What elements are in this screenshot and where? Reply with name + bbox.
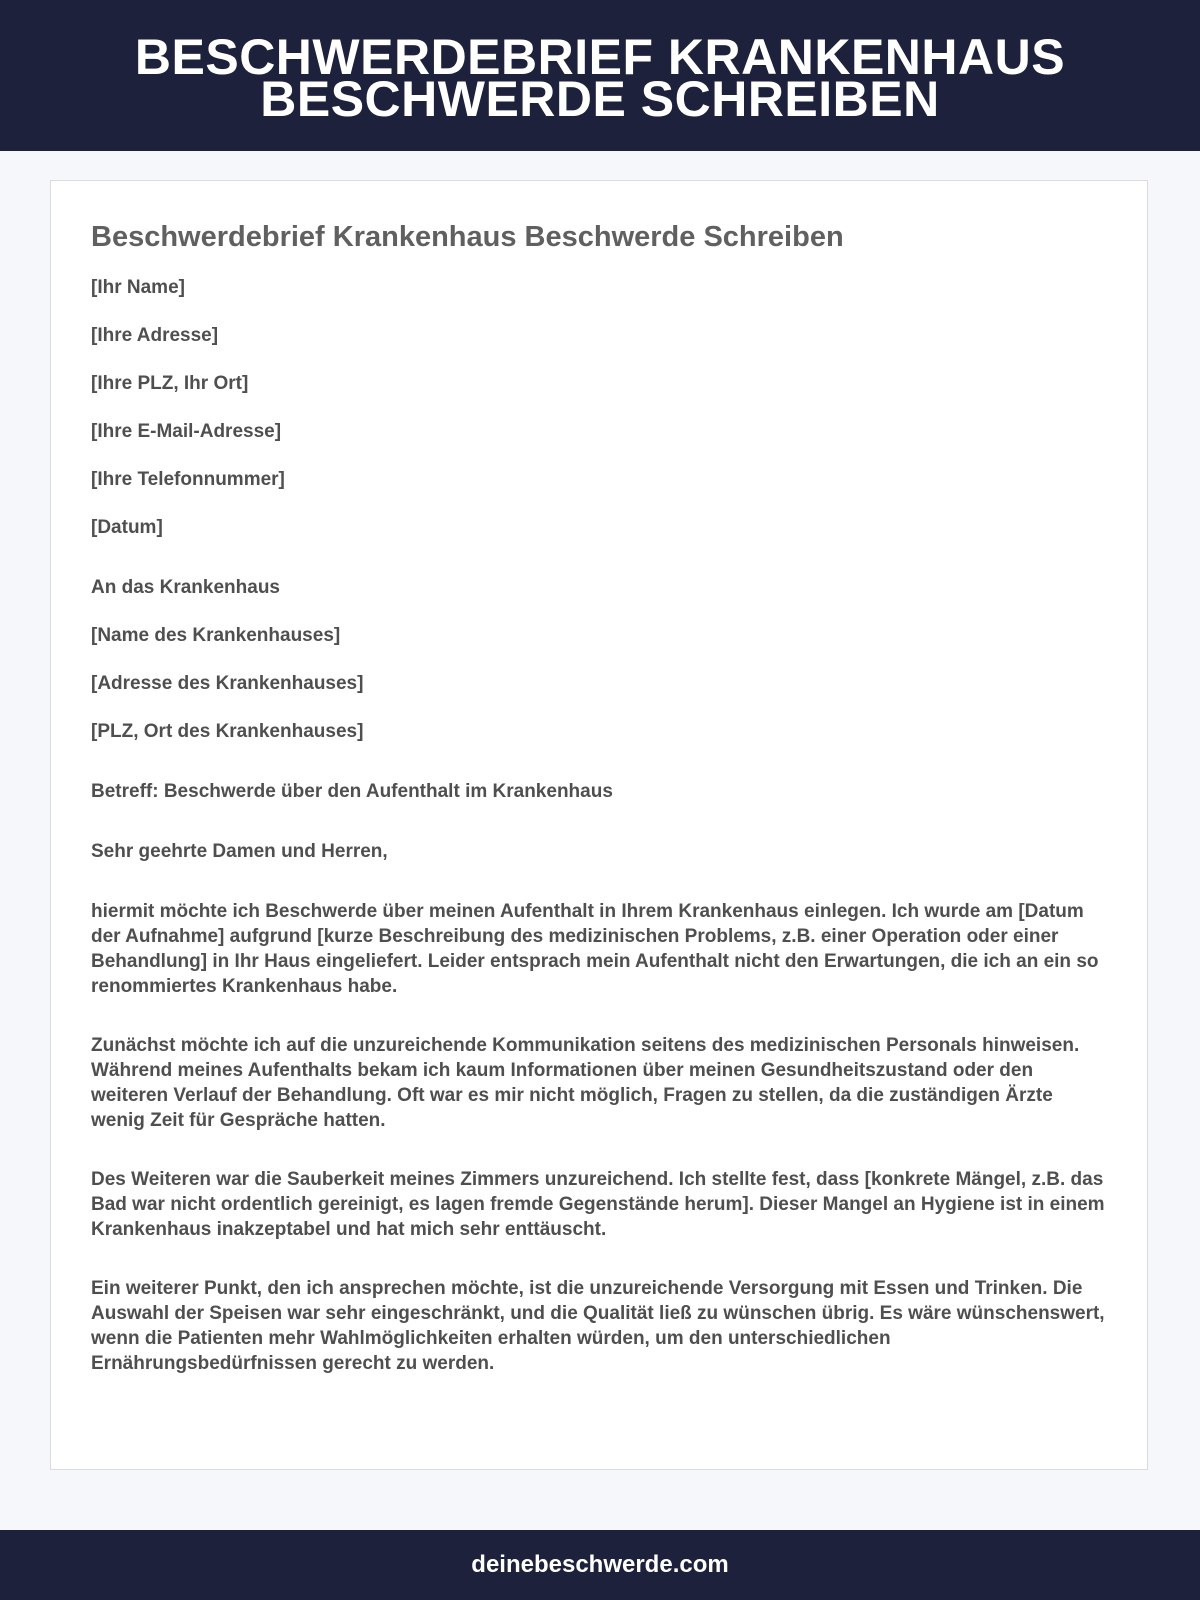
paragraph-2: Zunächst möchte ich auf die unzureichende Kommunikation seitens des medizinischen Personals hinweisen. Während meines Aufenthalts bekam ich kaum Informationen über meinen Gesundheitszustand oder den weiteren Verlauf der Behandlung. Oft war es mir nicht möglich, Fragen zu stellen, da die zuständigen Ärzte wenig Zeit für Gespräche hatten. — [91, 1035, 1080, 1131]
subject-line: Betreff: Beschwerde über den Aufenthalt im Krankenhaus — [91, 781, 613, 802]
footer-banner — [0, 1530, 1200, 1600]
paragraph-3: Des Weiteren war die Sauberkeit meines Zimmers unzureichend. Ich stellte fest, dass [konkrete Mängel, z.B. das Bad war nicht ordentlich gereinigt, es lagen fremde Gegenstände herum]. Dieser Mangel an Hygiene ist in einem Krankenhaus inakzeptabel und hat mich sehr enttäuscht. — [91, 1169, 1105, 1240]
header-banner — [0, 0, 1200, 151]
paragraph-1: hiermit möchte ich Beschwerde über meinen Aufenthalt in Ihrem Krankenhaus einlegen. Ich wurde am [Datum der Aufnahme] aufgrund [kurze Beschreibung des medizinischen Problems, z.B. einer Operation oder einer Behandlung] in Ihr Haus eingeliefert. Leider entsprach mein Aufenthalt nicht den Erwartungen, die ich an ein so renommiertes Krankenhaus habe. — [91, 901, 1099, 997]
footer-site: deinebeschwerde.com — [471, 1551, 729, 1578]
letter-card — [50, 180, 1148, 1470]
recipient-line: An das Krankenhaus — [91, 577, 280, 598]
recipient-city: [PLZ, Ort des Krankenhauses] — [91, 721, 364, 742]
letter-date: [Datum] — [91, 517, 163, 538]
sender-email: [Ihre E-Mail-Adresse] — [91, 421, 282, 442]
sender-phone: [Ihre Telefonnummer] — [91, 469, 285, 490]
document-title: Beschwerdebrief Krankenhaus Beschwerde Schreiben — [91, 221, 844, 253]
salutation: Sehr geehrte Damen und Herren, — [91, 841, 388, 862]
sender-city: [Ihre PLZ, Ihr Ort] — [91, 373, 249, 394]
sender-address: [Ihre Adresse] — [91, 325, 219, 346]
recipient-address: [Adresse des Krankenhauses] — [91, 673, 364, 694]
letter-body — [91, 219, 1111, 1376]
paragraph-4: Ein weiterer Punkt, den ich ansprechen möchte, ist die unzureichende Versorgung mit Essen und Trinken. Die Auswahl der Speisen war sehr eingeschränkt, und die Qualität ließ zu wünschen übrig. Es wäre wünschenswert, wenn die Patienten mehr Wahlmöglichkeiten erhalten würden, um den unterschiedlichen Ernährungsbedürfnissen gerecht zu werden. — [91, 1278, 1105, 1374]
recipient-name: [Name des Krankenhauses] — [91, 625, 341, 646]
page-title: BESCHWERDEBRIEF KRANKENHAUS BESCHWERDE SCHREIBEN — [134, 28, 1066, 127]
sender-name: [Ihr Name] — [91, 277, 185, 298]
